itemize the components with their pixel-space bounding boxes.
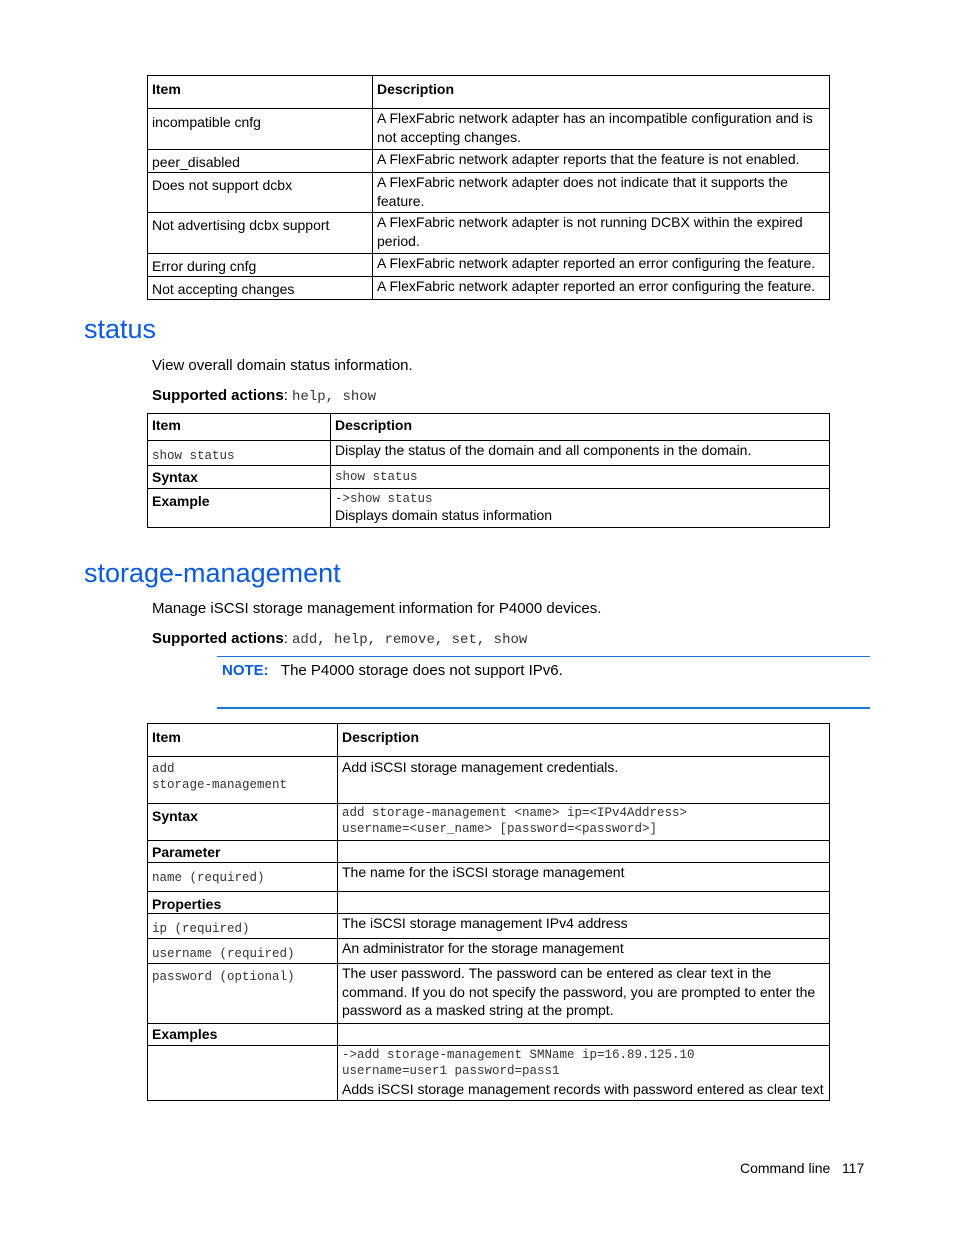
storage-management-table (147, 723, 830, 1101)
row-item: peer_disabled (148, 150, 373, 173)
storage-supported-actions: Supported actions: add, help, remove, set, show (152, 630, 528, 648)
example-row (148, 489, 830, 528)
table-row (148, 254, 830, 277)
row-item: incompatible cnfg (148, 109, 373, 150)
header-description: Description (373, 76, 830, 109)
header-description: Description (338, 724, 830, 757)
header-description: Description (331, 414, 830, 441)
page-footer (740, 1158, 864, 1178)
row-description: Add iSCSI storage management credentials. (338, 757, 830, 804)
row-description: The name for the iSCSI storage management (338, 863, 830, 892)
table-row (148, 863, 830, 892)
status-supported-actions: Supported actions: help, show (152, 387, 377, 405)
table-header-row (148, 76, 830, 109)
table-row (148, 150, 830, 173)
storage-description: Manage iSCSI storage management information for P4000 devices. (152, 600, 602, 617)
table-row (148, 277, 830, 300)
syntax-line1: add storage-management <name> ip=<IPv4Address> (342, 806, 688, 820)
status-table (147, 413, 830, 528)
show-status-command: show status (152, 449, 235, 463)
empty-cell (338, 841, 830, 863)
empty-cell (148, 1046, 338, 1101)
row-item (148, 914, 338, 939)
empty-cell (338, 892, 830, 914)
table-row (148, 939, 830, 964)
row-description: The iSCSI storage management IPv4 address (338, 914, 830, 939)
row-description: The user password. The password can be entered as clear text in the command. If you do not specify the password, you are prompted to enter the password as a masked string at the prompt. (338, 964, 830, 1024)
note-label: NOTE: (222, 662, 269, 679)
status-description: View overall domain status information. (152, 357, 413, 374)
table-row (148, 964, 830, 1024)
row-description: A FlexFabric network adapter reported an error configuring the feature. (373, 254, 830, 277)
parameter-label: Parameter (148, 841, 338, 863)
table-row (148, 109, 830, 150)
syntax-label: Syntax (148, 466, 331, 489)
add-command-line2: storage-management (152, 778, 288, 792)
syntax-row (148, 804, 830, 841)
username-param: username (required) (152, 947, 295, 961)
example-line2: username=user1 password=pass1 (342, 1064, 560, 1078)
row-description: A FlexFabric network adapter reports that the feature is not enabled. (373, 150, 830, 173)
header-item: Item (148, 76, 373, 109)
row-item (148, 939, 338, 964)
row-item (148, 964, 338, 1024)
row-item (148, 757, 338, 804)
syntax-value: show status (335, 470, 418, 484)
syntax-row (148, 466, 830, 489)
row-item: Not accepting changes (148, 277, 373, 300)
table-row (148, 757, 830, 804)
example-label: Example (148, 489, 331, 528)
row-description: A FlexFabric network adapter is not running DCBX within the expired period. (373, 213, 830, 254)
row-description: A FlexFabric network adapter has an incompatible configuration and is not accepting changes. (373, 109, 830, 150)
header-item: Item (148, 724, 338, 757)
storage-actions-list: add, help, remove, set, show (292, 632, 528, 648)
syntax-cell (331, 466, 830, 489)
properties-row (148, 892, 830, 914)
example-cell (338, 1046, 830, 1101)
supported-actions-label: Supported actions (152, 387, 284, 404)
password-param: password (optional) (152, 970, 295, 984)
syntax-cell (338, 804, 830, 841)
example-line1: ->add storage-management SMName ip=16.89.125.10 (342, 1048, 695, 1062)
row-item: Does not support dcbx (148, 173, 373, 213)
table-row (148, 441, 830, 466)
row-description: A FlexFabric network adapter does not indicate that it supports the feature. (373, 173, 830, 213)
table-row (148, 173, 830, 213)
add-command-line1: add (152, 762, 175, 776)
row-description: Display the status of the domain and all components in the domain. (331, 441, 830, 466)
row-description: An administrator for the storage management (338, 939, 830, 964)
dcbx-status-table (147, 75, 830, 300)
empty-cell (338, 1024, 830, 1046)
examples-label: Examples (148, 1024, 338, 1046)
footer-section: Command line (740, 1160, 831, 1176)
header-item: Item (148, 414, 331, 441)
page-number: 117 (841, 1160, 865, 1176)
table-row (148, 914, 830, 939)
example-description: Displays domain status information (335, 507, 553, 523)
example-cell (331, 489, 830, 528)
name-param: name (required) (152, 871, 265, 885)
ip-param: ip (required) (152, 922, 250, 936)
note-text: The P4000 storage does not support IPv6. (280, 662, 563, 679)
row-item (148, 441, 331, 466)
note-top-rule (217, 656, 870, 657)
supported-actions-label: Supported actions (152, 630, 284, 647)
status-heading: status (84, 314, 157, 344)
examples-row (148, 1024, 830, 1046)
note (222, 661, 563, 681)
row-item: Not advertising dcbx support (148, 213, 373, 254)
properties-label: Properties (148, 892, 338, 914)
status-actions-list: help, show (292, 389, 377, 405)
note-bottom-rule (217, 707, 870, 709)
example-row (148, 1046, 830, 1101)
example-code: ->show status (335, 492, 433, 506)
syntax-line2: username=<user_name> [password=<password>] (342, 822, 658, 836)
row-item (148, 863, 338, 892)
example-description: Adds iSCSI storage management records with password entered as clear text (342, 1081, 824, 1097)
parameter-row (148, 841, 830, 863)
table-header-row (148, 414, 830, 441)
table-row (148, 213, 830, 254)
row-description: A FlexFabric network adapter reported an error configuring the feature. (373, 277, 830, 300)
storage-management-heading: storage-management (84, 558, 341, 588)
table-header-row (148, 724, 830, 757)
syntax-label: Syntax (148, 804, 338, 841)
row-item: Error during cnfg (148, 254, 373, 277)
